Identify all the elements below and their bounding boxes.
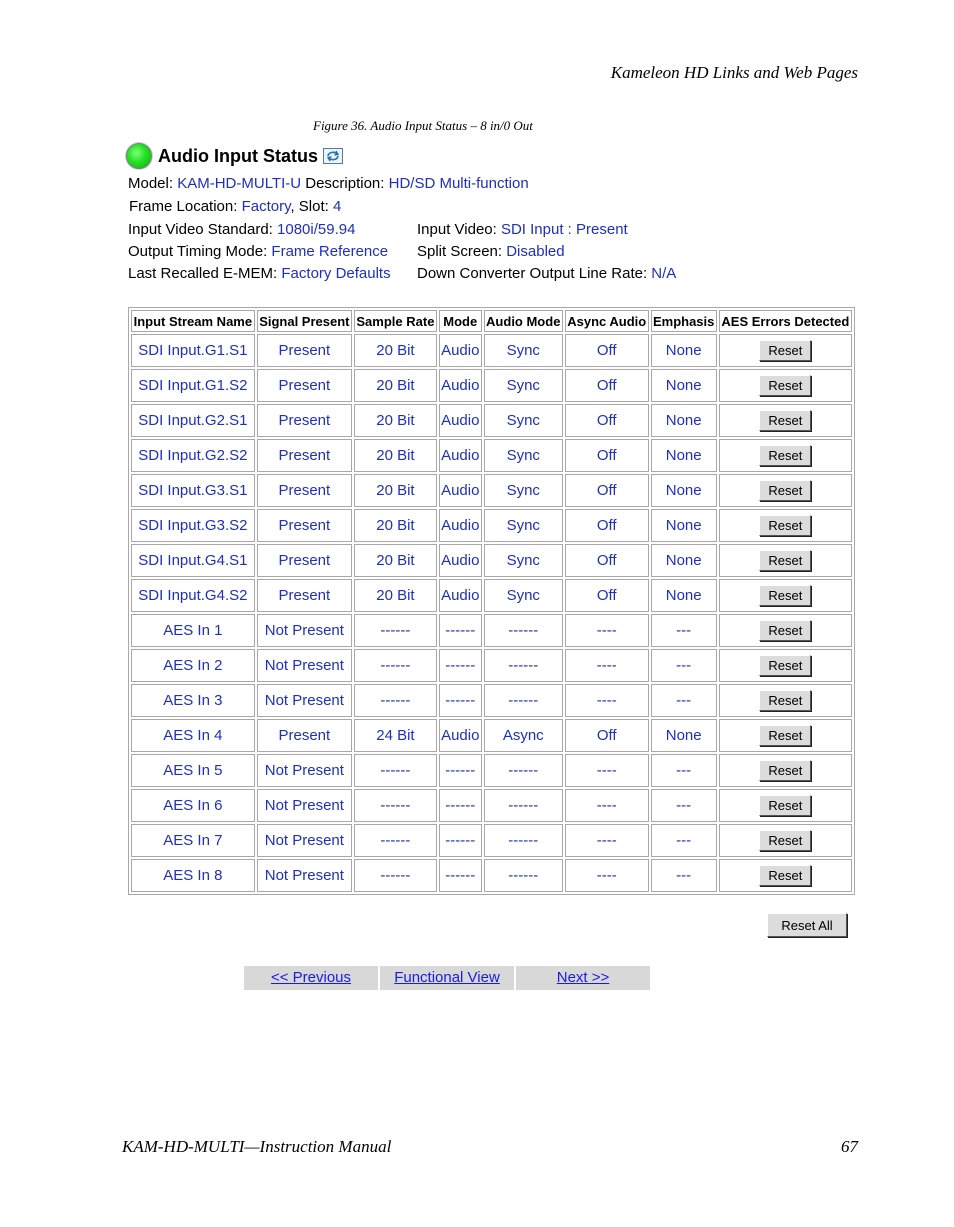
description-label: Description: — [305, 175, 385, 192]
frame-location-label: Frame Location: — [129, 198, 238, 215]
table-row — [131, 684, 852, 717]
cell-emphasis: --- — [651, 859, 717, 892]
cell-sample-rate: 20 Bit — [354, 509, 437, 542]
cell-sample-rate: 20 Bit — [354, 439, 437, 472]
reset-button[interactable]: Reset — [759, 725, 811, 746]
next-link[interactable]: Next >> — [516, 966, 650, 990]
cell-audio-mode: ------ — [484, 649, 563, 682]
cell-mode: Audio — [439, 369, 482, 402]
cell-sample-rate: ------ — [354, 684, 437, 717]
cell-mode: Audio — [439, 544, 482, 577]
input-video-standard-label: Input Video Standard: — [128, 221, 273, 238]
frame-location-value: Factory — [241, 198, 291, 215]
cell-signal-present: Present — [257, 474, 352, 507]
table-row — [131, 544, 852, 577]
reset-button[interactable]: Reset — [759, 550, 811, 571]
cell-signal-present: Not Present — [257, 684, 352, 717]
reset-button[interactable]: Reset — [759, 830, 811, 851]
cell-audio-mode: Sync — [484, 334, 563, 367]
table-row — [131, 614, 852, 647]
cell-async-audio: ---- — [565, 824, 649, 857]
col-sample-rate: Sample Rate — [354, 310, 437, 332]
frame-location-line — [129, 196, 341, 218]
cell-signal-present: Present — [257, 334, 352, 367]
table-body — [131, 334, 852, 892]
cell-signal-present: Not Present — [257, 859, 352, 892]
emem-label: Last Recalled E-MEM: — [128, 265, 278, 282]
col-audio-mode: Audio Mode — [484, 310, 563, 332]
reset-button[interactable]: Reset — [759, 585, 811, 606]
cell-mode: Audio — [439, 579, 482, 612]
reset-button[interactable]: Reset — [759, 655, 811, 676]
table-row — [131, 859, 852, 892]
cell-sample-rate: 24 Bit — [354, 719, 437, 752]
cell-async-audio: ---- — [565, 789, 649, 822]
cell-mode: ------ — [439, 789, 482, 822]
cell-stream-name: AES In 1 — [131, 614, 255, 647]
cell-stream-name: SDI Input.G3.S1 — [131, 474, 255, 507]
cell-signal-present: Present — [257, 544, 352, 577]
cell-emphasis: --- — [651, 614, 717, 647]
col-async-audio: Async Audio — [565, 310, 649, 332]
cell-mode: ------ — [439, 614, 482, 647]
cell-audio-mode: Sync — [484, 404, 563, 437]
reset-button[interactable]: Reset — [759, 410, 811, 431]
slot-value: 4 — [333, 198, 342, 215]
cell-async-audio: Off — [565, 509, 649, 542]
cell-async-audio: ---- — [565, 649, 649, 682]
cell-sample-rate: 20 Bit — [354, 369, 437, 402]
cell-aes-errors — [719, 544, 852, 577]
table-header-row — [131, 310, 852, 332]
cell-mode: ------ — [439, 754, 482, 787]
cell-mode: ------ — [439, 649, 482, 682]
reset-button[interactable]: Reset — [759, 515, 811, 536]
cell-audio-mode: Sync — [484, 439, 563, 472]
reset-button[interactable]: Reset — [759, 480, 811, 501]
cell-stream-name: SDI Input.G1.S1 — [131, 334, 255, 367]
cell-stream-name: AES In 3 — [131, 684, 255, 717]
cell-aes-errors — [719, 754, 852, 787]
cell-emphasis: None — [651, 719, 717, 752]
cell-emphasis: None — [651, 334, 717, 367]
cell-aes-errors — [719, 369, 852, 402]
output-timing-value: Frame Reference — [271, 243, 389, 260]
refresh-icon[interactable] — [323, 148, 343, 164]
cell-emphasis: None — [651, 474, 717, 507]
status-led-icon — [126, 143, 152, 169]
cell-mode: Audio — [439, 439, 482, 472]
cell-stream-name: AES In 2 — [131, 649, 255, 682]
cell-sample-rate: 20 Bit — [354, 544, 437, 577]
page-title: Audio Input Status — [158, 145, 318, 166]
cell-audio-mode: ------ — [484, 824, 563, 857]
slot-label: , Slot: — [290, 198, 329, 215]
cell-audio-mode: ------ — [484, 754, 563, 787]
cell-async-audio: Off — [565, 439, 649, 472]
reset-button[interactable]: Reset — [759, 445, 811, 466]
output-timing-line — [128, 241, 388, 263]
table-row — [131, 334, 852, 367]
col-input-stream-name: Input Stream Name — [131, 310, 255, 332]
model-line — [128, 173, 529, 195]
cell-aes-errors — [719, 614, 852, 647]
cell-aes-errors — [719, 649, 852, 682]
cell-sample-rate: ------ — [354, 859, 437, 892]
down-converter-value: N/A — [651, 265, 677, 282]
cell-mode: Audio — [439, 509, 482, 542]
cell-emphasis: None — [651, 579, 717, 612]
cell-aes-errors — [719, 509, 852, 542]
cell-async-audio: Off — [565, 369, 649, 402]
cell-aes-errors — [719, 789, 852, 822]
split-screen-label: Split Screen: — [417, 243, 503, 260]
cell-signal-present: Present — [257, 509, 352, 542]
cell-signal-present: Present — [257, 439, 352, 472]
cell-aes-errors — [719, 579, 852, 612]
cell-stream-name: SDI Input.G2.S2 — [131, 439, 255, 472]
split-screen-value: Disabled — [506, 243, 565, 260]
cell-stream-name: AES In 5 — [131, 754, 255, 787]
col-signal-present: Signal Present — [257, 310, 352, 332]
cell-sample-rate: 20 Bit — [354, 404, 437, 437]
cell-async-audio: Off — [565, 474, 649, 507]
cell-emphasis: --- — [651, 649, 717, 682]
cell-sample-rate: ------ — [354, 824, 437, 857]
cell-sample-rate: ------ — [354, 649, 437, 682]
status-header — [126, 142, 343, 170]
cell-aes-errors — [719, 439, 852, 472]
table-row — [131, 579, 852, 612]
cell-signal-present: Present — [257, 719, 352, 752]
cell-sample-rate: 20 Bit — [354, 579, 437, 612]
down-converter-line — [417, 263, 676, 285]
cell-stream-name: SDI Input.G3.S2 — [131, 509, 255, 542]
cell-emphasis: None — [651, 404, 717, 437]
cell-async-audio: Off — [565, 579, 649, 612]
reset-button[interactable]: Reset — [759, 690, 811, 711]
cell-aes-errors — [719, 824, 852, 857]
cell-audio-mode: Sync — [484, 369, 563, 402]
cell-aes-errors — [719, 719, 852, 752]
cell-aes-errors — [719, 684, 852, 717]
cell-audio-mode: ------ — [484, 614, 563, 647]
table-row — [131, 824, 852, 857]
reset-button[interactable]: Reset — [759, 375, 811, 396]
cell-audio-mode: Sync — [484, 474, 563, 507]
cell-audio-mode: ------ — [484, 789, 563, 822]
reset-all-button[interactable]: Reset All — [767, 913, 847, 937]
input-video-line — [417, 219, 628, 241]
input-video-standard-value: 1080i/59.94 — [277, 221, 356, 238]
cell-audio-mode: ------ — [484, 684, 563, 717]
col-aes-errors: AES Errors Detected — [719, 310, 852, 332]
cell-sample-rate: 20 Bit — [354, 334, 437, 367]
cell-async-audio: ---- — [565, 684, 649, 717]
input-video-label: Input Video: — [417, 221, 497, 238]
emem-value: Factory Defaults — [281, 265, 391, 282]
cell-sample-rate: 20 Bit — [354, 474, 437, 507]
cell-signal-present: Not Present — [257, 824, 352, 857]
reset-button[interactable]: Reset — [759, 865, 811, 886]
cell-aes-errors — [719, 859, 852, 892]
cell-mode: ------ — [439, 824, 482, 857]
cell-aes-errors — [719, 404, 852, 437]
cell-mode: Audio — [439, 334, 482, 367]
cell-emphasis: --- — [651, 684, 717, 717]
cell-async-audio: ---- — [565, 859, 649, 892]
cell-stream-name: AES In 4 — [131, 719, 255, 752]
cell-async-audio: ---- — [565, 614, 649, 647]
cell-stream-name: SDI Input.G4.S2 — [131, 579, 255, 612]
split-screen-line — [417, 241, 565, 263]
cell-sample-rate: ------ — [354, 789, 437, 822]
cell-async-audio: Off — [565, 404, 649, 437]
table-row — [131, 719, 852, 752]
cell-signal-present: Present — [257, 404, 352, 437]
cell-async-audio: Off — [565, 544, 649, 577]
running-head: Kameleon HD Links and Web Pages — [610, 63, 858, 82]
functional-view-link[interactable]: Functional View — [380, 966, 514, 990]
emem-line — [128, 263, 391, 285]
cell-signal-present: Not Present — [257, 614, 352, 647]
cell-stream-name: SDI Input.G2.S1 — [131, 404, 255, 437]
cell-audio-mode: Sync — [484, 509, 563, 542]
input-video-value: SDI Input : Present — [500, 221, 628, 238]
footer-manual-title: KAM-HD-MULTI—Instruction Manual — [122, 1137, 392, 1156]
cell-emphasis: --- — [651, 789, 717, 822]
output-timing-label: Output Timing Mode: — [128, 243, 268, 260]
cell-audio-mode: Async — [484, 719, 563, 752]
reset-button[interactable]: Reset — [759, 340, 811, 361]
reset-button[interactable]: Reset — [759, 760, 811, 781]
cell-emphasis: None — [651, 544, 717, 577]
down-converter-label: Down Converter Output Line Rate: — [417, 265, 648, 282]
cell-mode: ------ — [439, 859, 482, 892]
cell-signal-present: Present — [257, 579, 352, 612]
table-row — [131, 474, 852, 507]
table-row — [131, 509, 852, 542]
cell-signal-present: Not Present — [257, 789, 352, 822]
table-row — [131, 754, 852, 787]
audio-input-table — [128, 307, 855, 895]
cell-emphasis: --- — [651, 754, 717, 787]
table-row — [131, 369, 852, 402]
previous-link[interactable]: << Previous — [244, 966, 378, 990]
model-value: KAM-HD-MULTI-U — [177, 175, 302, 192]
cell-stream-name: AES In 8 — [131, 859, 255, 892]
table-row — [131, 439, 852, 472]
cell-audio-mode: Sync — [484, 544, 563, 577]
cell-mode: Audio — [439, 404, 482, 437]
cell-emphasis: None — [651, 369, 717, 402]
cell-async-audio: Off — [565, 334, 649, 367]
table-row — [131, 649, 852, 682]
cell-mode: ------ — [439, 684, 482, 717]
cell-async-audio: Off — [565, 719, 649, 752]
cell-mode: Audio — [439, 719, 482, 752]
cell-stream-name: AES In 7 — [131, 824, 255, 857]
reset-button[interactable]: Reset — [759, 795, 811, 816]
col-mode: Mode — [439, 310, 482, 332]
cell-stream-name: SDI Input.G4.S1 — [131, 544, 255, 577]
description-value: HD/SD Multi-function — [388, 175, 529, 192]
col-emphasis: Emphasis — [651, 310, 717, 332]
cell-audio-mode: Sync — [484, 579, 563, 612]
cell-stream-name: SDI Input.G1.S2 — [131, 369, 255, 402]
cell-emphasis: None — [651, 509, 717, 542]
cell-signal-present: Not Present — [257, 754, 352, 787]
figure-caption: Figure 36. Audio Input Status – 8 in/0 Out — [313, 118, 533, 133]
cell-sample-rate: ------ — [354, 614, 437, 647]
cell-stream-name: AES In 6 — [131, 789, 255, 822]
cell-mode: Audio — [439, 474, 482, 507]
page-number: 67 — [841, 1137, 858, 1156]
cell-audio-mode: ------ — [484, 859, 563, 892]
cell-aes-errors — [719, 474, 852, 507]
reset-button[interactable]: Reset — [759, 620, 811, 641]
cell-async-audio: ---- — [565, 754, 649, 787]
cell-aes-errors — [719, 334, 852, 367]
cell-sample-rate: ------ — [354, 754, 437, 787]
cell-emphasis: --- — [651, 824, 717, 857]
refresh-arrows-icon — [325, 150, 341, 162]
table-row — [131, 789, 852, 822]
cell-signal-present: Not Present — [257, 649, 352, 682]
page-navigation — [244, 966, 650, 990]
table-row — [131, 404, 852, 437]
input-video-standard-line — [128, 219, 355, 241]
cell-emphasis: None — [651, 439, 717, 472]
cell-signal-present: Present — [257, 369, 352, 402]
model-label: Model: — [128, 175, 174, 192]
